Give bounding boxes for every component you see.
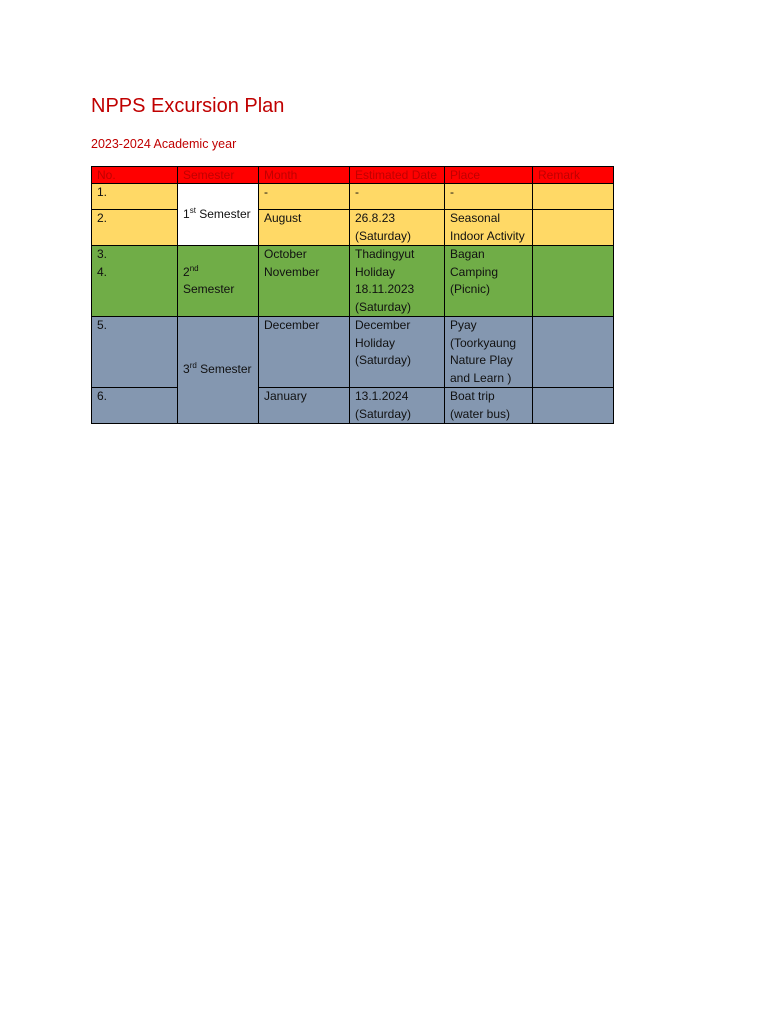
semester-2-num: 2 [183, 264, 190, 279]
table-row [92, 317, 614, 388]
semester-3-sup: rd [189, 361, 197, 371]
cell-date: 26.8.23 (Saturday) [350, 210, 445, 246]
cell-place: Pyay (Toorkyaung Nature Play and Learn ) [445, 317, 533, 388]
cell-place: Seasonal Indoor Activity [445, 210, 533, 246]
cell-date: Thadingyut Holiday [355, 247, 415, 279]
cell-date: 18.11.2023 (Saturday) [355, 282, 415, 314]
cell-month: August [259, 210, 350, 246]
cell-remark [533, 184, 614, 210]
cell-date: 13.1.2024 (Saturday) [350, 388, 445, 424]
cell-month: - [259, 184, 350, 210]
header-place: Place [445, 167, 533, 184]
cell-month-merged [259, 246, 350, 317]
header-month: Month [259, 167, 350, 184]
cell-no: 3. [97, 247, 108, 261]
cell-remark [533, 210, 614, 246]
semester-2-label: Semester [183, 282, 235, 296]
table-header-row [92, 167, 614, 184]
semester-1-label: Semester [195, 206, 251, 221]
cell-no: 1. [92, 184, 178, 210]
page-title: NPPS Excursion Plan [91, 95, 285, 117]
cell-place: Camping (Picnic) [450, 264, 499, 296]
semester-2-sup: nd [189, 263, 199, 273]
table-row [92, 184, 614, 210]
cell-no-merged [92, 246, 178, 317]
header-estimated-date: Estimated Date [350, 167, 445, 184]
cell-remark [533, 246, 614, 317]
cell-month: November [264, 264, 320, 279]
semester-3-label: Semester [196, 362, 252, 377]
cell-date-merged [350, 246, 445, 317]
cell-place-merged [445, 246, 533, 317]
cell-remark [533, 317, 614, 388]
cell-semester-2 [178, 246, 259, 317]
cell-semester-1 [178, 184, 259, 246]
cell-place: Boat trip (water bus) [445, 388, 533, 424]
cell-place: Bagan [450, 247, 485, 261]
cell-month: December [259, 317, 350, 388]
semester-1-num: 1 [183, 206, 190, 221]
cell-place: - [445, 184, 533, 210]
cell-date: December Holiday (Saturday) [350, 317, 445, 388]
semester-3-num: 3 [183, 362, 190, 377]
cell-no: 6. [92, 388, 178, 424]
cell-month: October [264, 247, 307, 261]
excursion-plan-table [91, 166, 614, 424]
cell-semester-3 [178, 317, 259, 424]
cell-no: 5. [92, 317, 178, 388]
table-row-merged [92, 246, 614, 317]
cell-remark [533, 388, 614, 424]
header-no: No. [92, 167, 178, 184]
page-subtitle: 2023-2024 Academic year [91, 137, 237, 151]
cell-no: 4. [97, 264, 108, 279]
cell-no: 2. [92, 210, 178, 246]
header-remark: Remark [533, 167, 614, 184]
semester-1-sup: st [189, 205, 196, 215]
table-row [92, 210, 614, 246]
table-row [92, 388, 614, 424]
cell-date: - [350, 184, 445, 210]
header-semester: Semester [178, 167, 259, 184]
cell-month: January [259, 388, 350, 424]
